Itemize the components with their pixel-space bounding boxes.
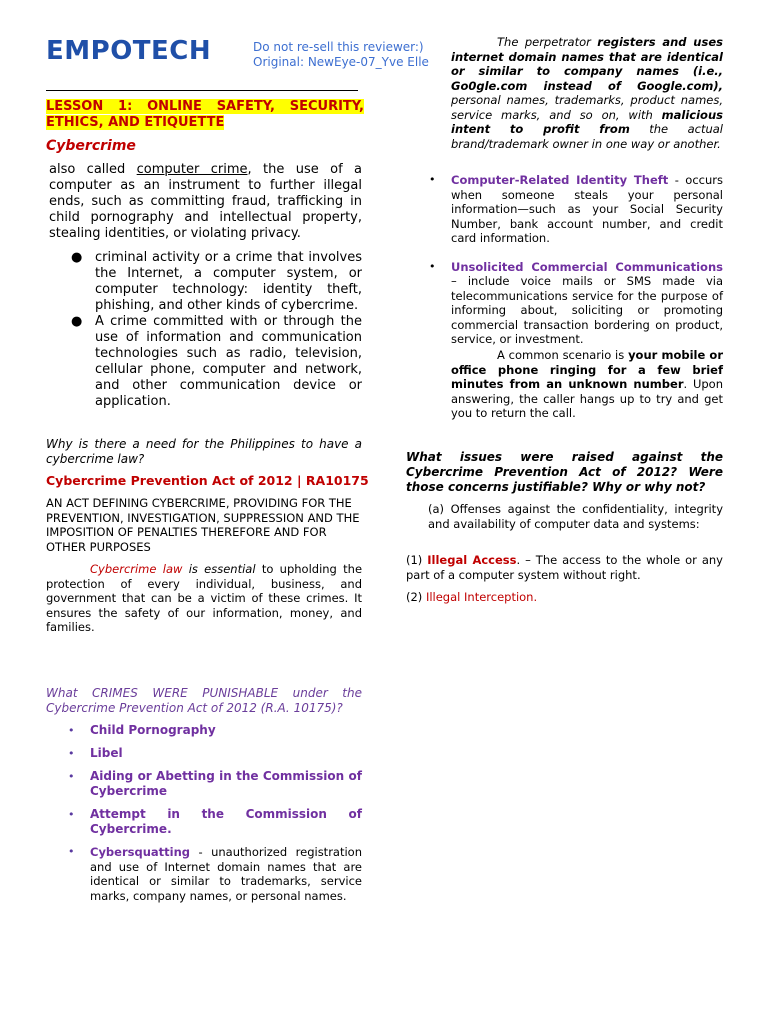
illegal-access-desc: . – The access to the whole or any part of a computer system without right. [406, 553, 723, 582]
illegal-interception-num: (2) [406, 590, 426, 604]
page-title: EMPOTECH [46, 36, 212, 66]
scenario-intro: A common scenario is [497, 348, 629, 362]
bullet-icon: • [429, 259, 436, 273]
crime-label: Child Pornography [90, 723, 216, 737]
list-item [68, 845, 362, 903]
list-item [71, 314, 362, 410]
identity-theft-desc: - occurs when someone steals your personal information—such as your Social Security Number, bank account number, and credit card information. [451, 173, 724, 245]
list-item [68, 807, 362, 837]
identity-theft-label: Computer-Related Identity Theft [451, 173, 669, 187]
bullet-icon: ● [71, 314, 83, 329]
illegal-interception-label: Illegal Interception. [425, 590, 538, 604]
scenario-bold: your mobile or office phone ringing for a few brief minutes from an unknown number [451, 348, 723, 391]
issues-question: What issues were raised against the Cybercrime Prevention Act of 2012? Were those concerns justifiable? Why or why not? [406, 450, 723, 494]
resell-notice [253, 40, 429, 70]
crime-description: - unauthorized registration and use of Internet domain names that are identical or similar to trademarks, service marks, company names, or personal names. [90, 845, 362, 903]
crimes-list [68, 723, 362, 903]
illegal-access-label: Illegal Access [427, 553, 517, 567]
cybercrime-bullets [71, 250, 362, 410]
bullet-icon: • [429, 173, 436, 186]
perp-bold: registers and uses internet domain names that are identical or similar to company names (i.e., Go0gle.com instead of Google.com), [451, 35, 723, 93]
list-item [429, 259, 723, 347]
unsolicited-label: Unsolicited Commercial Communications [451, 259, 723, 274]
definition-body: , the use of a computer as an instrument to further illegal ends, such as committing fraud, trafficking in child pornography and intellectual property, stealing identities, or violating privacy. [49, 162, 362, 241]
cybercrime-definition [49, 162, 362, 242]
lesson-title-text: LESSON 1: ONLINE SAFETY, SECURITY, ETHICS, AND ETIQUETTE [46, 99, 364, 130]
perp-end: the actual brand/trademark owner in one way or another. [451, 122, 723, 151]
definition-prefix: also called [49, 162, 137, 177]
header-rule [46, 90, 358, 91]
law-question: Why is there a need for the Philippines to have a cybercrime law? [46, 437, 362, 466]
act-description: AN ACT DEFINING CYBERCRIME, PROVIDING FOR THE PREVENTION, INVESTIGATION, SUPPRESSION AND THE IMPOSITION OF PENALTIES THEREFORE AND FOR OTHER PURPOSES [46, 496, 360, 554]
perp-intro: The perpetrator [497, 35, 598, 49]
crime-label: Libel [90, 746, 123, 760]
essential-rest: to upholding the protection of every individual, business, and government that can be a victim of these crimes. It ensures the safety of our information, money, and families. [46, 562, 363, 634]
scenario-paragraph [451, 348, 723, 421]
lesson-title [46, 99, 364, 131]
crime-label: Attempt in the Commission of Cybercrime. [90, 807, 362, 836]
crime-label: Cybersquatting [90, 845, 191, 859]
offense-a: (a) Offenses against the confidentiality, integrity and availability of computer data and systems: [428, 502, 723, 531]
bullet-text: criminal activity or a crime that involves the Internet, a computer system, or computer technology: identity theft, phishing, and other kinds of cybercrime. [95, 250, 362, 313]
crime-label: Aiding or Abetting in the Commission of Cybercrime [90, 769, 362, 798]
crimes-question: What CRIMES WERE PUNISHABLE under the Cybercrime Prevention Act of 2012 (R.A. 10175)? [46, 686, 362, 715]
list-item [68, 746, 362, 761]
unsolicited-desc: – include voice mails or SMS made via telecommunications service for the purpose of informing about, soliciting or promoting commercial transaction bordering on product, service, or investment. [451, 274, 723, 346]
essential-italic: is essential [182, 562, 256, 576]
list-item [429, 173, 724, 246]
cybercrime-heading: Cybercrime [46, 138, 136, 154]
list-item [71, 250, 362, 314]
list-item [68, 769, 362, 799]
list-item [68, 723, 362, 738]
perpetrator-paragraph [451, 35, 723, 151]
notice-line-1: Do not re-sell this reviewer:) [253, 40, 424, 54]
scenario-end: . Upon answering, the caller hangs up to try and get you to return the call. [451, 377, 723, 420]
bullet-icon: • [68, 747, 75, 760]
bullet-icon: • [68, 724, 75, 737]
notice-line-2: Original: NewEye-07_Yve Elle [253, 55, 429, 69]
law-essential-paragraph [46, 562, 362, 635]
bullet-icon: • [68, 770, 75, 783]
act-title: Cybercrime Prevention Act of 2012 | RA10175 [46, 473, 369, 488]
perp-intent: malicious intent to profit from [451, 107, 723, 136]
right-bullets [429, 173, 724, 347]
illegal-interception [406, 590, 723, 605]
illegal-access [406, 553, 723, 582]
essential-red: Cybercrime law [90, 562, 183, 576]
illegal-access-num: (1) [406, 553, 428, 567]
definition-term: computer crime [136, 162, 248, 177]
bullet-icon: • [68, 808, 75, 821]
bullet-text: A crime committed with or through the use of information and communication technologies such as radio, television, cellular phone, computer and network, and other communication device or application. [95, 314, 362, 409]
perp-middle: personal names, trademarks, product names, service marks, and so on, with [451, 93, 723, 122]
bullet-icon: ● [71, 250, 83, 265]
bullet-icon: • [68, 845, 75, 858]
